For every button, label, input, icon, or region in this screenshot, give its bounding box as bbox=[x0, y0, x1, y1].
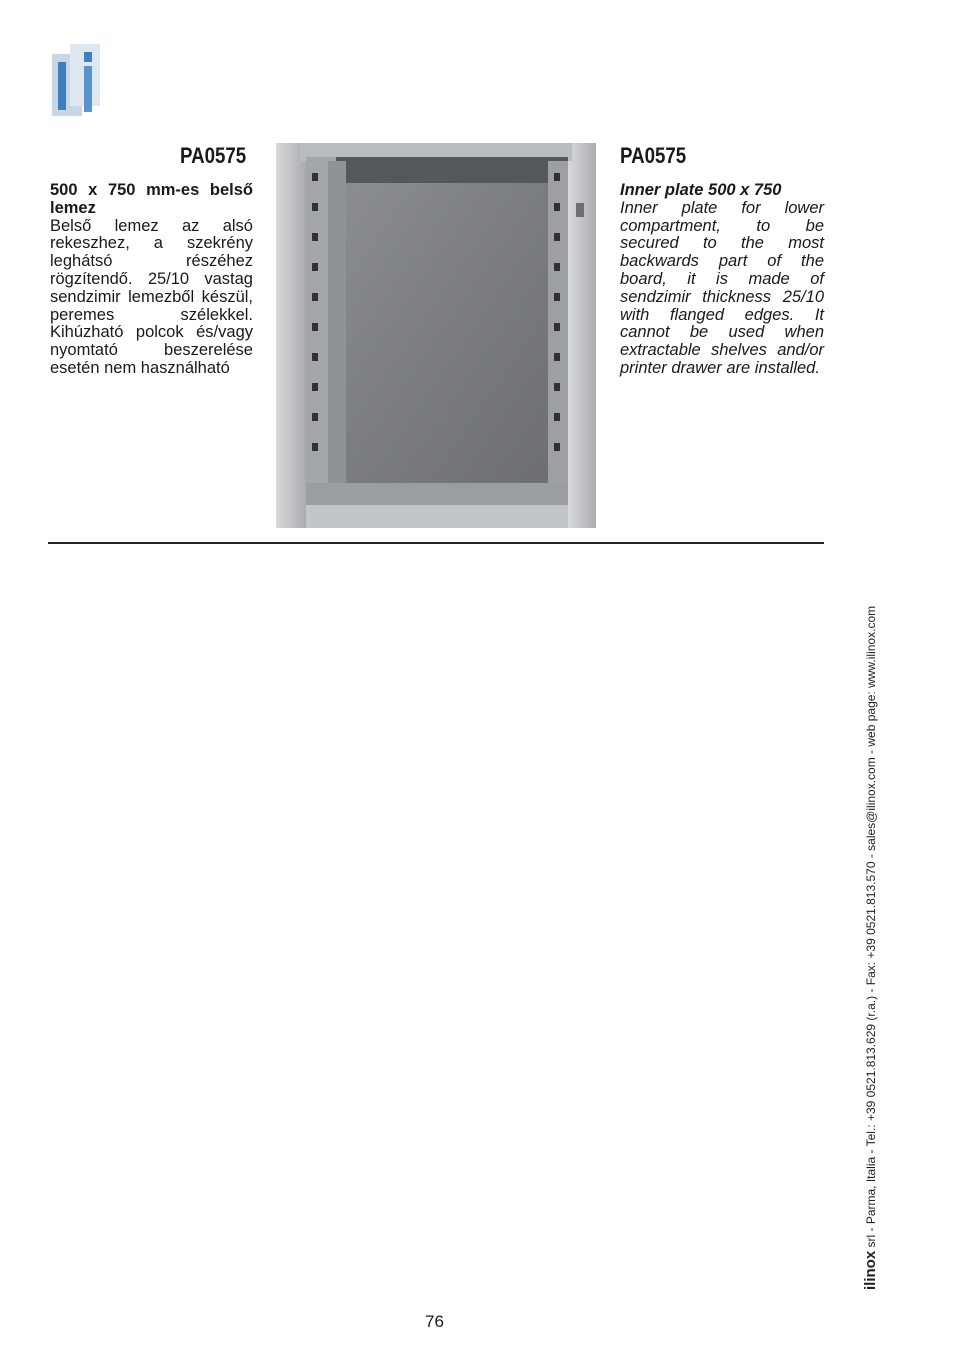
hungarian-body: Belső lemez az alsó rekeszhez, a szekrény leghátsó részéhez rögzítendő. 25/10 vastag sendzimir lemezből készül, peremes szélekkel. Kihúzható polcok és/vagy nyomtató beszerelése esetén nem használható bbox=[50, 216, 253, 377]
footer-contact-text: srl - Parma, Italia - Tel.: +39 0521.813.629 (r.a.) - Fax: +39 0521.813.570 - sales@ilinox.com - web page: www.ilinox.com bbox=[864, 605, 878, 1251]
footer-contact bbox=[862, 606, 879, 1290]
product-photo bbox=[276, 143, 596, 528]
product-code-left: PA0575 bbox=[180, 143, 247, 168]
hungarian-description bbox=[50, 182, 253, 378]
hungarian-heading: 500 x 750 mm-es belső lemez bbox=[50, 181, 253, 217]
ilinox-logo bbox=[50, 40, 110, 120]
english-body: Inner plate for lower compartment, to be secured to the most backwards part of the board, it is made of sendzimir thickness 25/10 with flanged edges. It cannot be used when extractable shelves and/or printer drawer are installed. bbox=[620, 198, 824, 377]
english-heading: Inner plate 500 x 750 bbox=[620, 181, 782, 199]
page-number: 76 bbox=[425, 1312, 444, 1331]
product-code-right: PA0575 bbox=[620, 143, 687, 168]
footer-brand: ilinox bbox=[862, 1250, 879, 1290]
horizontal-divider bbox=[48, 542, 824, 544]
english-description bbox=[620, 182, 824, 378]
